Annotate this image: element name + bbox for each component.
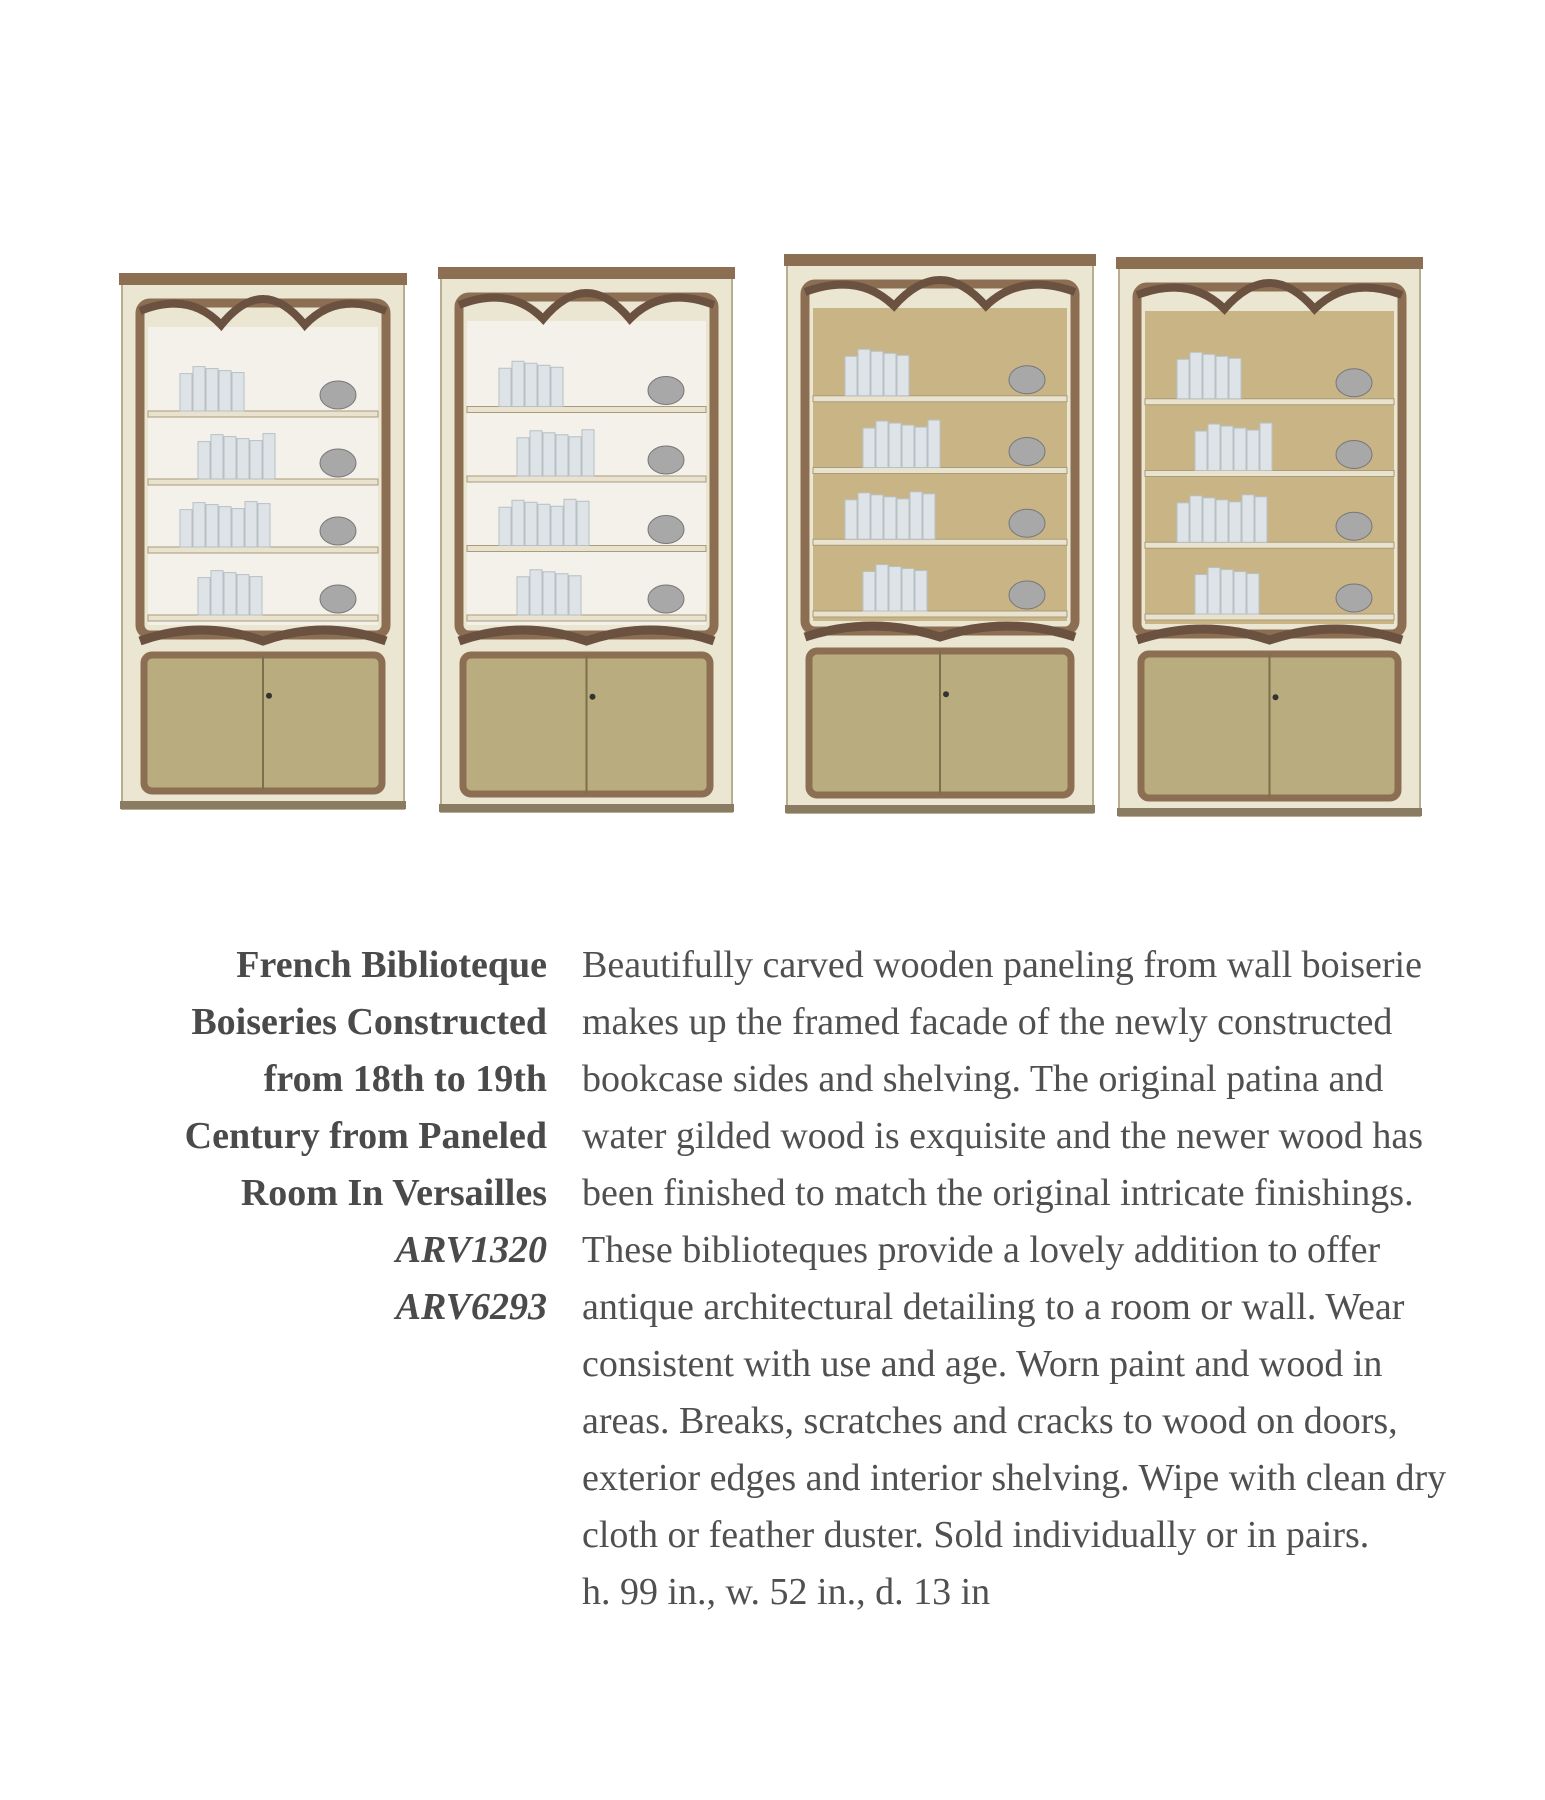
- book: [1247, 574, 1259, 614]
- book: [910, 492, 922, 539]
- book: [250, 577, 262, 615]
- book: [897, 499, 909, 539]
- silver-ornament: [648, 377, 684, 405]
- item-code: ARV6293: [395, 1286, 547, 1328]
- book: [211, 571, 223, 615]
- silver-ornament: [1009, 509, 1045, 537]
- book: [915, 427, 927, 467]
- book: [876, 565, 888, 611]
- shelf: [1145, 471, 1394, 477]
- book: [1203, 498, 1215, 542]
- book: [863, 428, 875, 467]
- bookcase-cornice: [784, 254, 1096, 266]
- book: [928, 420, 940, 467]
- book: [902, 569, 914, 611]
- book: [219, 507, 231, 547]
- book: [258, 504, 270, 547]
- silver-ornament: [1009, 581, 1045, 609]
- book: [902, 425, 914, 467]
- book: [1208, 424, 1220, 470]
- silver-ornament: [1336, 369, 1372, 397]
- shelf: [813, 396, 1067, 402]
- book: [871, 495, 883, 539]
- book: [232, 373, 244, 411]
- title-line: from 18th to 19th: [263, 1058, 547, 1100]
- silver-ornament: [320, 585, 356, 613]
- book: [845, 356, 857, 395]
- bookcases-photo: [0, 0, 1545, 860]
- book: [1260, 423, 1272, 470]
- book: [206, 369, 218, 411]
- shelf: [148, 615, 378, 621]
- book: [538, 365, 550, 406]
- book: [1195, 431, 1207, 470]
- book: [569, 576, 581, 615]
- silver-ornament: [648, 446, 684, 474]
- book: [1216, 500, 1228, 542]
- book: [543, 433, 555, 476]
- book: [858, 349, 870, 395]
- book: [871, 351, 883, 395]
- title-line: Room In Versailles: [240, 1172, 547, 1214]
- book: [530, 431, 542, 476]
- item-description-block: [582, 937, 1452, 1621]
- book: [884, 353, 896, 395]
- item-code: ARV1320: [395, 1229, 547, 1271]
- book: [1216, 356, 1228, 398]
- shelf: [1145, 542, 1394, 548]
- door-keyhole: [266, 693, 272, 699]
- book: [889, 567, 901, 611]
- book: [1190, 496, 1202, 542]
- silver-ornament: [648, 516, 684, 544]
- book: [245, 502, 257, 547]
- bookcase-base: [1117, 808, 1422, 816]
- book: [232, 509, 244, 547]
- bookcase-base: [785, 805, 1095, 813]
- title-line: Boiseries Constructed: [191, 1001, 547, 1043]
- shelf: [467, 476, 706, 482]
- book: [517, 438, 529, 476]
- book: [1221, 570, 1233, 614]
- book: [180, 510, 192, 547]
- silver-ornament: [648, 585, 684, 613]
- silver-ornament: [1336, 441, 1372, 469]
- book: [180, 374, 192, 411]
- book: [569, 437, 581, 476]
- book: [198, 442, 210, 479]
- book: [876, 421, 888, 467]
- book: [525, 363, 537, 406]
- bookcase-base: [120, 801, 406, 809]
- shelf: [1145, 614, 1394, 620]
- book: [845, 500, 857, 539]
- book: [1203, 354, 1215, 398]
- book: [915, 571, 927, 611]
- shelf: [467, 615, 706, 621]
- book: [237, 575, 249, 615]
- shelf: [813, 468, 1067, 474]
- bookcase-base: [439, 804, 734, 812]
- book: [224, 437, 236, 479]
- book: [1229, 502, 1241, 542]
- book: [1195, 575, 1207, 614]
- book: [1255, 497, 1267, 542]
- book: [512, 361, 524, 406]
- book: [193, 367, 205, 411]
- book: [551, 506, 563, 545]
- shelf: [813, 539, 1067, 545]
- book: [582, 430, 594, 476]
- shelf: [467, 407, 706, 413]
- silver-ornament: [320, 517, 356, 545]
- book: [237, 439, 249, 479]
- book: [556, 574, 568, 615]
- book: [499, 507, 511, 545]
- book: [499, 368, 511, 406]
- book: [512, 500, 524, 545]
- book: [1234, 572, 1246, 614]
- shelf: [467, 546, 706, 552]
- book: [193, 503, 205, 547]
- book: [1221, 426, 1233, 470]
- door-keyhole: [943, 691, 949, 697]
- book: [884, 497, 896, 539]
- book: [263, 434, 275, 479]
- book: [889, 423, 901, 467]
- book: [525, 502, 537, 545]
- book: [1177, 503, 1189, 542]
- book: [1247, 430, 1259, 470]
- silver-ornament: [320, 381, 356, 409]
- book: [224, 573, 236, 615]
- book: [1190, 352, 1202, 398]
- book: [1234, 428, 1246, 470]
- title-line: Century from Paneled: [184, 1115, 547, 1157]
- bookcase-cornice: [438, 267, 735, 279]
- silver-ornament: [1336, 584, 1372, 612]
- book: [577, 501, 589, 545]
- door-keyhole: [590, 694, 596, 700]
- book: [219, 371, 231, 411]
- shelf: [813, 611, 1067, 617]
- book: [198, 578, 210, 615]
- book: [564, 499, 576, 545]
- book: [1242, 495, 1254, 542]
- book: [556, 435, 568, 476]
- book: [517, 577, 529, 615]
- bookcase-cornice: [119, 273, 407, 285]
- door-keyhole: [1273, 694, 1279, 700]
- shelf: [148, 547, 378, 553]
- book: [858, 493, 870, 539]
- book: [1177, 359, 1189, 398]
- book: [1208, 568, 1220, 614]
- dimensions-text: h. 99 in., w. 52 in., d. 13 in: [582, 1571, 991, 1613]
- description-text: Beautifully carved wooden paneling from wall boiserie makes up the framed facade of the newly constructed bookcase sides and shelving. The original patina and water gilded wood is exquisite and the newer wood has been finished to match the original intricate finishings. These biblioteques provide a lovely addition to offer antique architectural detailing to a room or wall. Wear consistent with use and age. Worn paint and wood in areas. Breaks, scratches and cracks to wood on doors, exterior edges and interior shelving. Wipe with clean dry cloth or feather duster. Sold individually or in pairs.: [582, 944, 1447, 1556]
- book: [551, 367, 563, 406]
- silver-ornament: [320, 449, 356, 477]
- book: [250, 441, 262, 479]
- bookcase-cornice: [1116, 257, 1423, 269]
- shelf: [1145, 399, 1394, 405]
- book: [543, 572, 555, 615]
- book: [538, 504, 550, 545]
- shelf: [148, 411, 378, 417]
- title-line: French Biblioteque: [236, 944, 547, 986]
- silver-ornament: [1336, 512, 1372, 540]
- book: [206, 505, 218, 547]
- book: [897, 355, 909, 395]
- book: [863, 572, 875, 611]
- silver-ornament: [1009, 366, 1045, 394]
- item-title-block: [100, 937, 547, 1336]
- book: [530, 570, 542, 615]
- book: [211, 435, 223, 479]
- shelf: [148, 479, 378, 485]
- book: [1229, 358, 1241, 398]
- silver-ornament: [1009, 438, 1045, 466]
- book: [923, 494, 935, 539]
